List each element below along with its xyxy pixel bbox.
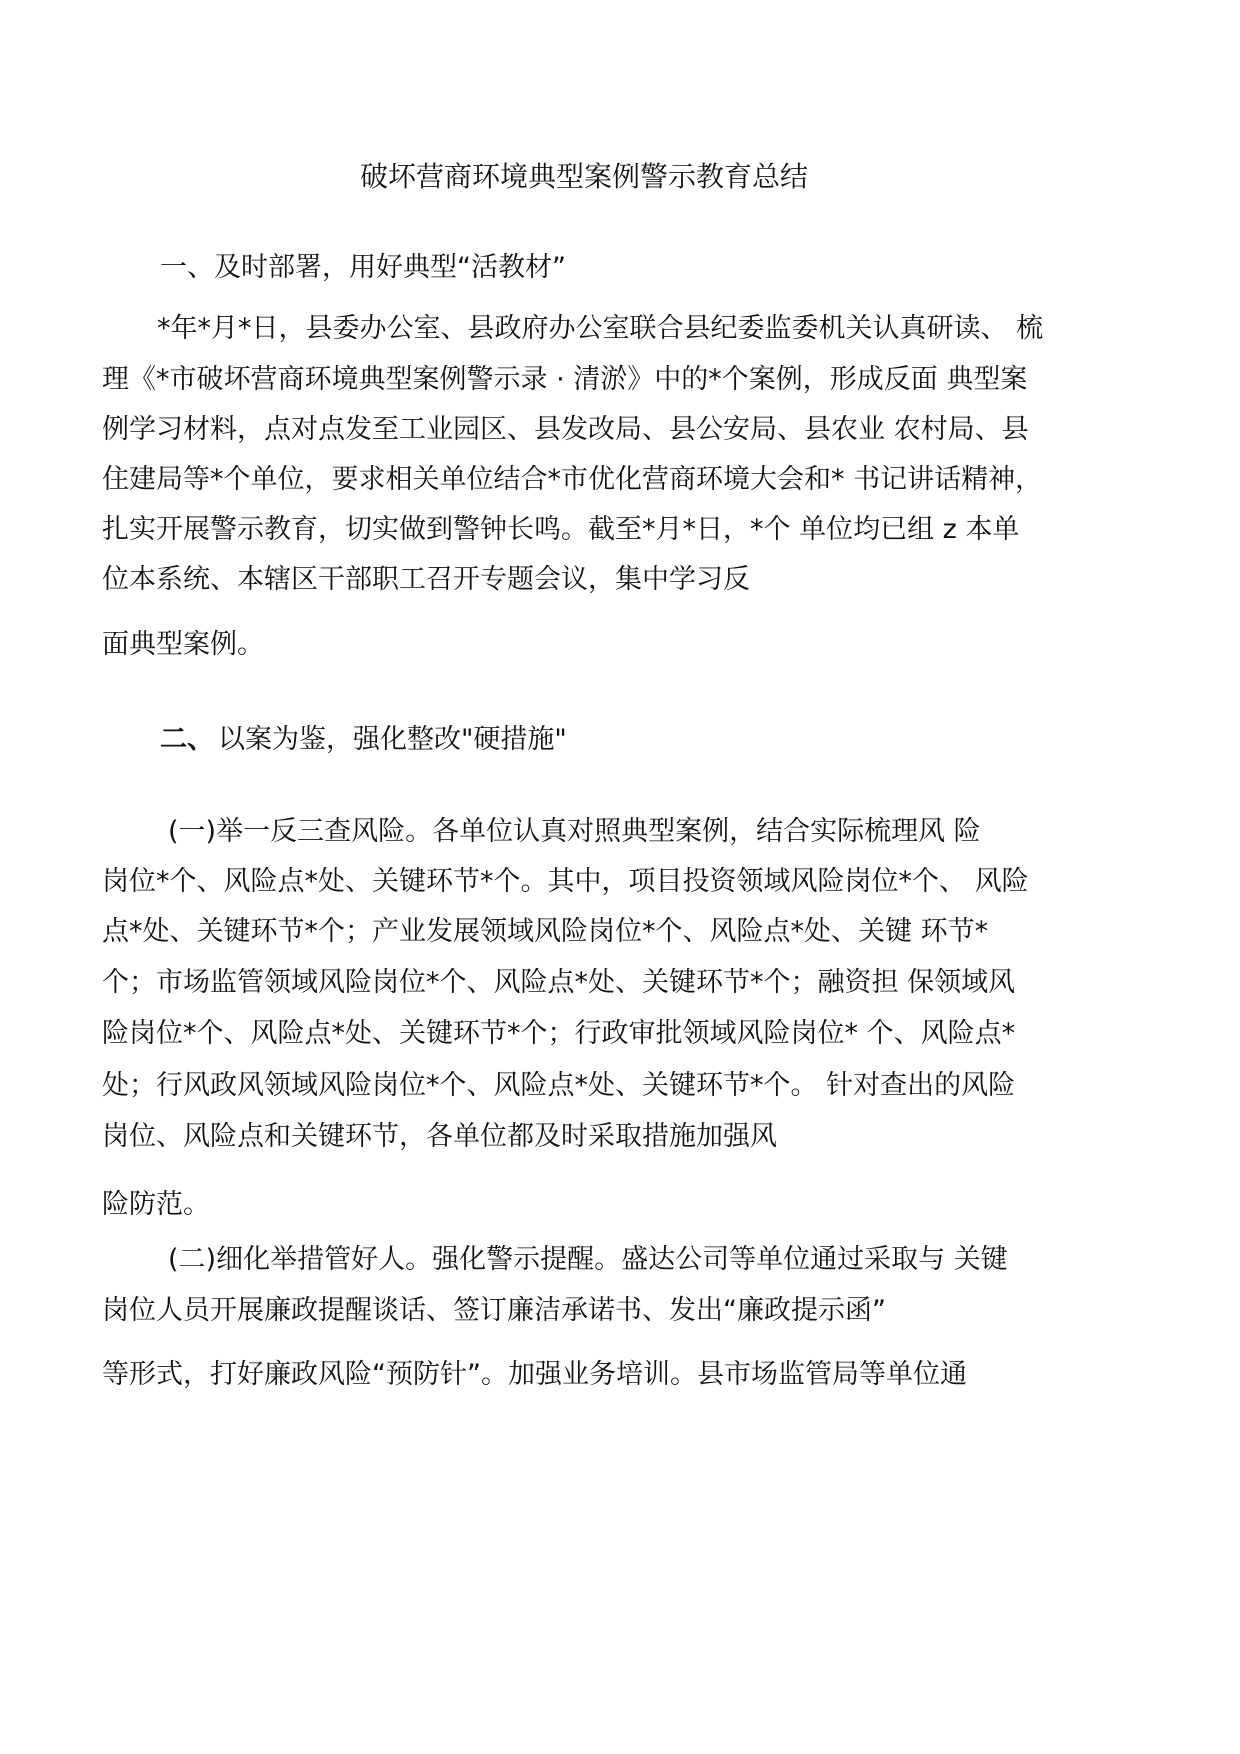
section-1-line: 理《*市破坏营商环境典型案例警示录 · 清淤》中的*个案例，形成反面 典型案 <box>102 364 1028 395</box>
section-2-heading-number: 二、 <box>160 724 214 755</box>
section-1-line: 位本系统、本辖区干部职工召开专题会议，集中学习反 <box>102 564 750 595</box>
section-2-para-1-line: 险岗位*个、风险点*处、关键环节*个；行政审批领域风险岗位* 个、风险点* <box>102 1018 1016 1049</box>
section-1-line: *年*月*日，县委办公室、县政府办公室联合县纪委监委机关认真研读、 梳 <box>157 313 1044 344</box>
section-2-para-1-line: 岗位、风险点和关键环节，各单位都及时采取措施加强风 <box>102 1121 777 1152</box>
section-2-para-1-line: (一)举一反三查风险。各单位认真对照典型案例，结合实际梳理风 险 <box>168 816 981 847</box>
section-1-line: 住建局等*个单位，要求相关单位结合*市优化营商环境大会和* 书记讲话精神， <box>102 464 1043 495</box>
section-2-heading: 以案为鉴，强化整改"硬措施" <box>218 724 567 755</box>
section-1-line: 例学习材料，点对点发至工业园区、县发改局、县公安局、县农业 农村局、县 <box>102 414 1029 445</box>
section-2-para-2-line: 岗位人员开展廉政提醒谈话、签订廉洁承诺书、发出“廉政提示函” <box>102 1295 886 1326</box>
section-2-para-1-line: 点*处、关键环节*个；产业发展领域风险岗位*个、风险点*处、关键 环节* <box>102 916 989 947</box>
section-2-para-2-line: 等形式，打好廉政风险“预防针”。加强业务培训。县市场监管局等单位通 <box>102 1359 967 1390</box>
section-1-line: 扎实开展警示教育，切实做到警钟长鸣。截至*月*日，*个 单位均已组 z 本单 <box>102 514 1020 545</box>
section-2-para-2-line: (二)细化举措管好人。强化警示提醒。盛达公司等单位通过采取与 关键 <box>168 1244 1008 1275</box>
section-2-para-1-line: 险防范。 <box>102 1189 210 1220</box>
section-2-para-1-line: 个；市场监管领域风险岗位*个、风险点*处、关键环节*个；融资担 保领域风 <box>102 967 1016 998</box>
section-1-line: 面典型案例。 <box>102 629 264 660</box>
section-1-heading: 一、及时部署，用好典型“活教材” <box>160 252 566 283</box>
section-2-para-1-line: 处；行风政风领域风险岗位*个、风险点*处、关键环节*个。 针对查出的风险 <box>102 1070 1016 1101</box>
section-2-para-1-line: 岗位*个、风险点*处、关键环节*个。其中，项目投资领域风险岗位*个、 风险 <box>102 866 1029 897</box>
document-title: 破坏营商环境典型案例警示教育总结 <box>360 160 809 193</box>
